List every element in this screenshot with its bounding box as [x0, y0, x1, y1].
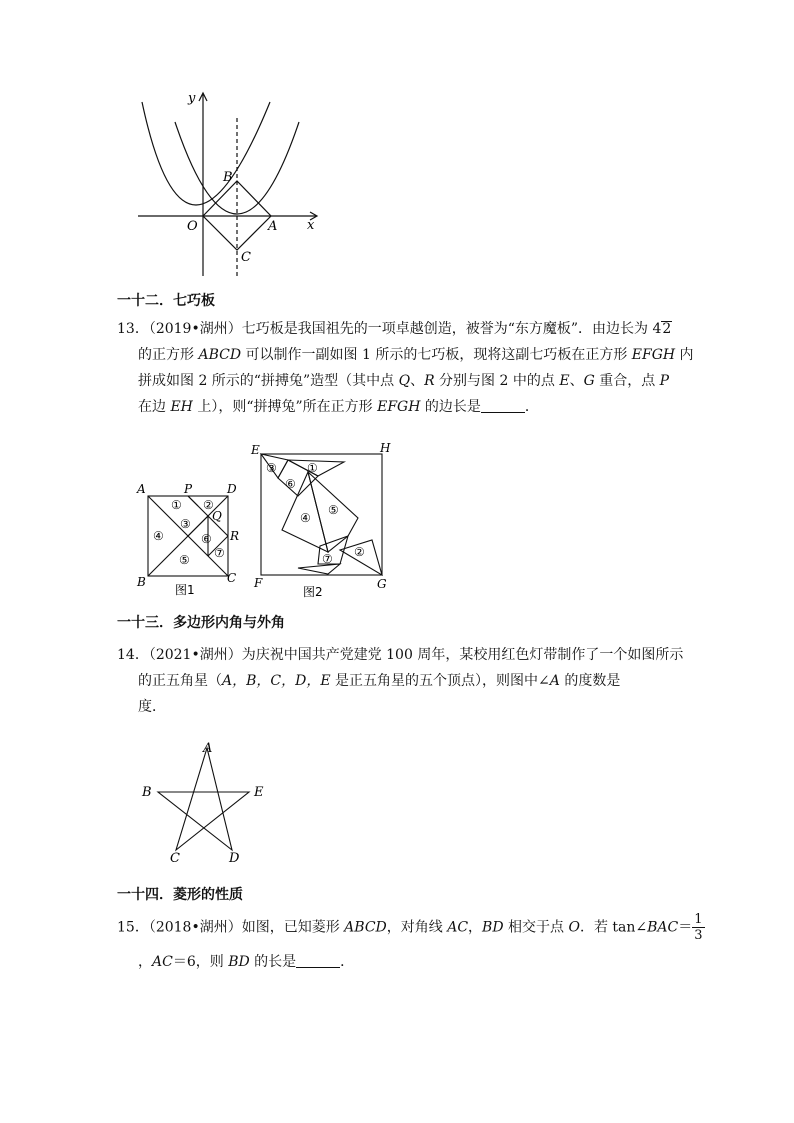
star-figure — [136, 738, 276, 866]
question-13 — [117, 316, 694, 420]
q15-line1: 15．（2018•湖州）如图，已知菱形 ABCD，对角线 AC，BD 相交于点 O．若 tan∠BAC＝ $\frac{1}{3}$ — [117, 912, 703, 943]
fig2-label-H: H — [380, 441, 391, 455]
star-label-E: E — [254, 785, 264, 800]
q13-line1: 13．（2019•湖州）七巧板是我国祖先的一项卓越创造，被誉为“东方魔板”．由边长为 42 — [117, 321, 672, 337]
answer-blank-13[interactable] — [481, 396, 525, 413]
star-label-C: C — [170, 851, 180, 866]
fig1-label-B: B — [137, 575, 146, 589]
section-title-13: 一十三．多边形内角与外角 — [117, 615, 285, 631]
fig1-caption: 图1 — [175, 583, 195, 597]
label-y: y — [188, 91, 196, 106]
q13-line4: 在边 EH 上），则“拼搏兔”所在正方形 EFGH 的边长是 ． — [117, 394, 694, 420]
fig2-label-G: G — [377, 577, 387, 591]
fig2-piece-3: ③ — [266, 461, 277, 475]
fig2-piece-6: ⑥ — [285, 477, 296, 491]
fig1-label-A: A — [137, 482, 146, 496]
fig2-piece-1: ① — [307, 461, 318, 475]
fig2-piece-4: ④ — [300, 511, 311, 525]
fig1-label-P: P — [184, 482, 193, 496]
sqrt-2: 2 — [662, 321, 672, 337]
fig1-piece-7: ⑦ — [214, 546, 225, 560]
q15-line2: ，AC＝6，则 BD 的长是 ． — [117, 949, 705, 975]
fig1-piece-6: ⑥ — [201, 532, 212, 546]
parabola-figure — [120, 88, 330, 283]
section-title-14: 一十四．菱形的性质 — [117, 887, 243, 903]
star-label-A: A — [203, 741, 213, 756]
fig1-label-C: C — [227, 571, 237, 585]
fig2-caption: 图2 — [303, 585, 323, 599]
label-x: x — [307, 218, 315, 233]
fig2-label-E: E — [251, 443, 260, 457]
fig2-piece-7: ⑦ — [322, 552, 333, 566]
fig1-label-Q: Q — [212, 509, 222, 523]
fig1-label-D: D — [227, 482, 237, 496]
fraction-one-third: $\frac{1}{3}$ — [694, 912, 703, 943]
question-15 — [117, 912, 705, 975]
fig1-piece-4: ④ — [153, 529, 164, 543]
label-A: A — [268, 219, 278, 234]
fig1-label-R: R — [230, 529, 240, 543]
fig1-piece-1: ① — [171, 498, 182, 512]
question-14 — [117, 642, 683, 720]
q13-line2: 的正方形 ABCD 可以制作一副如图 1 所示的七巧板，现将这副七巧板在正方形 EFGH 内 — [138, 347, 694, 363]
fig2-piece-5: ⑤ — [328, 503, 339, 517]
fig1-piece-2: ② — [203, 498, 214, 512]
fig1-piece-3: ③ — [180, 517, 191, 531]
tangram-figure-2 — [248, 440, 398, 600]
fig1-piece-5: ⑤ — [179, 553, 190, 567]
label-C: C — [241, 250, 251, 265]
tangram-figure-1 — [130, 478, 242, 598]
q14-line1: 14．（2021•湖州）为庆祝中国共产党建党 100 周年，某校用红色灯带制作了一个如图所示 — [117, 647, 684, 663]
fig2-label-F: F — [254, 576, 263, 590]
label-O: O — [187, 219, 198, 234]
label-B: B — [223, 170, 233, 185]
q14-line3: 度． — [138, 699, 166, 715]
section-title-12: 一十二．七巧板 — [117, 293, 215, 309]
parabola-wide — [142, 102, 270, 205]
q14-line2: 的正五角星（A，B，C，D，E 是正五角星的五个顶点），则图中∠A 的度数是 — [138, 673, 621, 689]
answer-blank-15[interactable] — [296, 951, 340, 968]
fig2-piece-2: ② — [354, 545, 365, 559]
star-label-D: D — [229, 851, 240, 866]
star-label-B: B — [142, 785, 152, 800]
pentagram — [158, 748, 249, 850]
q13-line3: 拼成如图 2 所示的“拼搏兔”造型（其中点 Q、R 分别与图 2 中的点 E、G 重合，点 P — [138, 373, 670, 389]
